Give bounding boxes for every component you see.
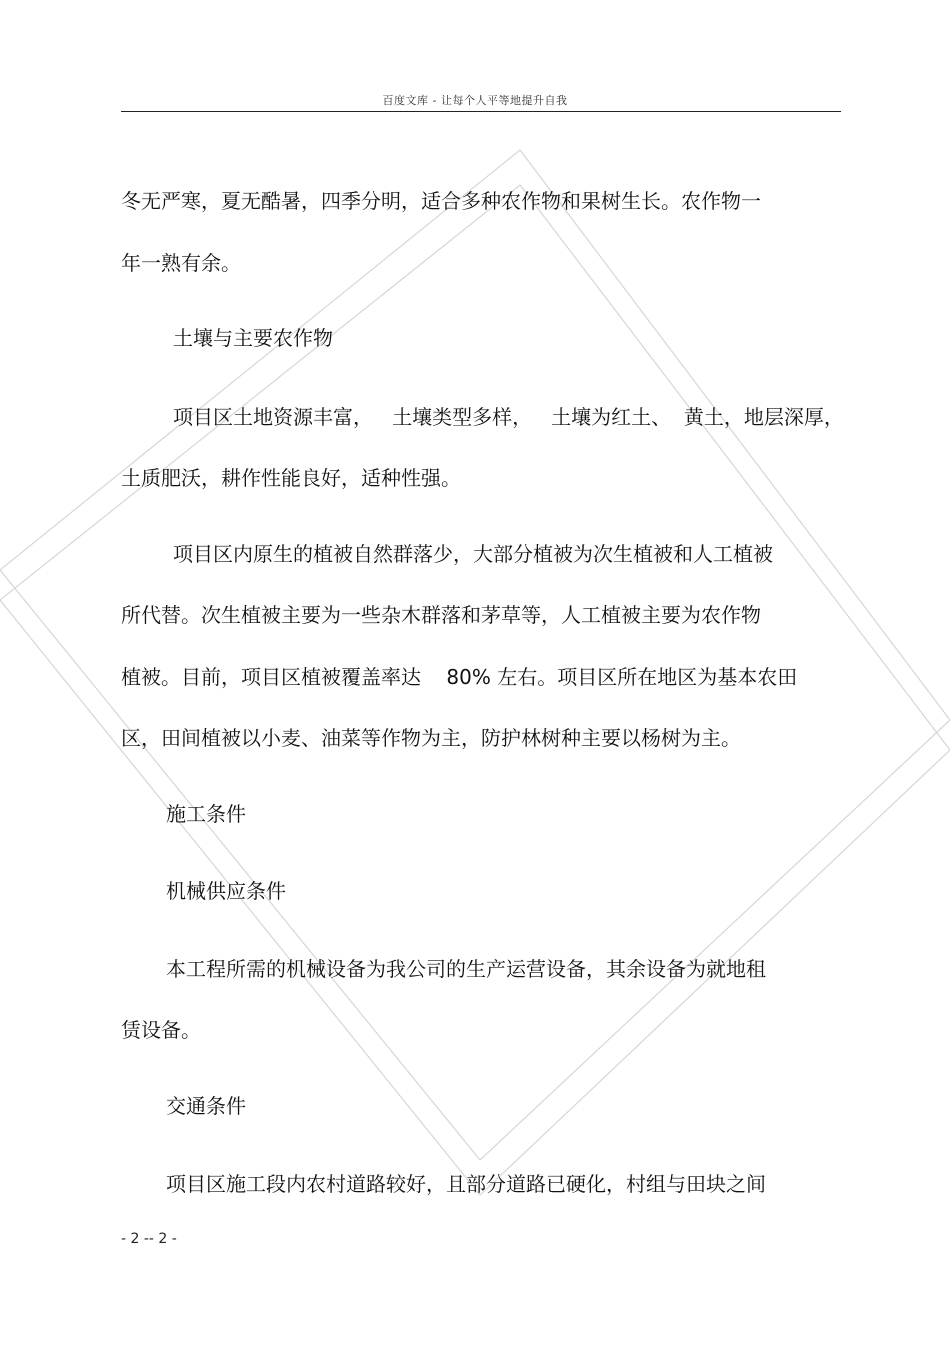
- section-heading-soil: 土壤与主要农作物: [173, 326, 333, 350]
- paragraph-line: 植被。目前，项目区植被覆盖率达 80% 左右。项目区所在地区为基本农田: [121, 665, 798, 689]
- section-heading-construction: 施工条件: [166, 802, 246, 826]
- paragraph-line: 项目区土地资源丰富， 土壤类型多样， 土壤为红土、 黄土，地层深厚，: [173, 405, 844, 429]
- section-heading-machinery: 机械供应条件: [166, 879, 286, 903]
- paragraph-line: 项目区内原生的植被自然群落少，大部分植被为次生植被和人工植被: [173, 542, 773, 566]
- paragraph-line: 所代替。次生植被主要为一些杂木群落和茅草等，人工植被主要为农作物: [121, 603, 761, 627]
- paragraph-line: 项目区施工段内农村道路较好，且部分道路已硬化，村组与田块之间: [166, 1172, 766, 1196]
- page-number: - 2 -- 2 -: [121, 1231, 177, 1247]
- paragraph-line: 赁设备。: [121, 1018, 201, 1042]
- paragraph-line: 本工程所需的机械设备为我公司的生产运营设备，其余设备为就地租: [166, 957, 766, 981]
- paragraph-line: 年一熟有余。: [121, 251, 241, 275]
- paragraph-line: 区，田间植被以小麦、油菜等作物为主，防护林树种主要以杨树为主。: [121, 726, 741, 750]
- paragraph-line: 土质肥沃，耕作性能良好，适种性强。: [121, 466, 461, 490]
- paragraph-line: 冬无严寒，夏无酷暑，四季分明，适合多种农作物和果树生长。农作物一: [121, 189, 761, 213]
- header-divider: [121, 111, 841, 112]
- section-heading-traffic: 交通条件: [166, 1094, 246, 1118]
- page-header: 百度文库 - 让每个人平等地提升自我: [382, 94, 568, 107]
